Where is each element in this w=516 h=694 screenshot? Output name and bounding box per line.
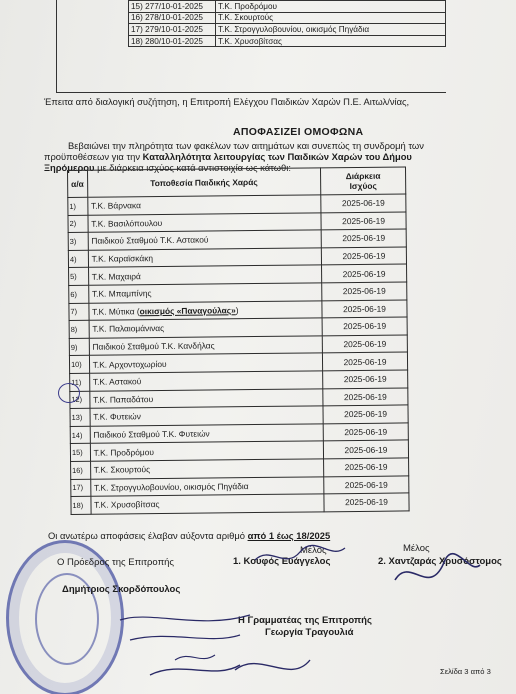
secretary-label: Η Γραμματέας της Επιτροπής [238,615,372,626]
row-place: Τ.Κ. Φυτειών [90,406,324,426]
row-place: Τ.Κ. Καραϊσκάκη [88,248,322,268]
header-validity-1: Διάρκεια [345,170,381,182]
row-num: 16) [71,461,91,479]
row-place: Τ.Κ. Στρογγυλοβουνίου, οικισμός Πηγάδια [90,476,324,496]
row-place: Τ.Κ. Αρχοντοχωρίου [89,353,323,373]
table-bottom-rule [56,92,446,93]
ref-cell: 16) 278/10-01-2025 [129,12,216,24]
row-date: 2025-06-19 [323,440,408,458]
row-date: 2025-06-19 [322,300,407,318]
row-place: Παιδικού Σταθμού Τ.Κ. Αστακού [88,230,322,250]
place-cell: Τ.Κ. Σκουρτούς [216,12,446,24]
member-label-1: Μέλος [300,545,327,556]
row-num: 14) [70,426,90,444]
row-date: 2025-06-19 [323,387,408,405]
row-num: 3) [68,232,88,250]
place-cell: Τ.Κ. Προδρόμου [216,1,446,13]
row-date: 2025-06-19 [321,229,406,247]
playgrounds-table [67,166,410,514]
table-header-row [68,167,406,198]
header-place: Τοποθεσία Παιδικής Χαράς [87,168,321,197]
row-date: 2025-06-19 [322,335,407,353]
row-date: 2025-06-19 [322,317,407,335]
decision-line-3-text: με διάρκεια ισχύος κατά αντιστοιχία ως κάτωθι: [94,162,291,173]
row-place: Τ.Κ. Χρυσοβίτσας [91,494,325,514]
row-date: 2025-06-19 [324,458,409,476]
place-cell: Τ.Κ. Χρυσοβίτσας [216,35,446,47]
decision-line-1: Βεβαιώνει την πληρότητα των φακέλων των αιτημάτων και συνεπώς τη συνδρομή των [68,140,424,151]
secretary-name: Γεωργία Τραγουλιά [265,627,354,638]
row-date: 2025-06-19 [321,247,406,265]
row-date: 2025-06-19 [322,282,407,300]
decision-line-2 [44,151,412,162]
table-row [129,35,446,47]
row-num: 4) [68,250,88,268]
row-place: Τ.Κ. Βάρνακα [87,195,321,215]
numbering-note-text: Οι ανωτέρω αποφάσεις έλαβαν αύξοντα αριθμό [48,530,248,541]
row-num: 9) [69,338,89,356]
header-validity [320,167,405,195]
president-name: Δημήτριος Σκορδόπουλος [62,584,181,595]
table-left-rule [56,0,57,92]
ref-cell: 15) 277/10-01-2025 [129,1,216,13]
handwritten-circle-mark [58,383,80,403]
row-date: 2025-06-19 [323,423,408,441]
row-place: Τ.Κ. Μπαμπίνης [88,283,322,303]
row-place: Τ.Κ. Βασιλόπουλου [88,212,322,232]
member-label-2: Μέλος [403,543,430,554]
row-num: 7) [69,303,89,321]
member-name-1: 1. Κουφός Ευάγγελος [233,556,331,567]
row-place: Τ.Κ. Αστακού [89,371,323,391]
row-place-after: ) [235,305,239,316]
header-num: α/α [68,170,88,197]
president-label: Ο Πρόεδρος της Επιτροπής [57,557,174,568]
numbering-note-range: από 1 έως 18/2025 [247,530,331,541]
table-row [129,1,446,13]
member-name-2: 2. Χαντζαράς Χρυσόστομος [378,556,502,567]
municipality-name: Ξηρόμερου [44,162,95,173]
table-row [71,493,409,514]
row-num: 17) [71,479,91,497]
row-num: 6) [69,285,89,303]
row-date: 2025-06-19 [324,475,409,493]
row-place: Τ.Κ. Παπαδάτου [89,388,323,408]
page-footer: Σελίδα 3 από 3 [440,667,491,676]
row-date: 2025-06-19 [323,370,408,388]
place-cell: Τ.Κ. Στρογγυλοβουνίου, οικισμός Πηγάδια [216,24,446,36]
row-num: 5) [69,268,89,286]
decision-line-2-text: προϋποθέσεων για την [44,151,143,162]
row-date: 2025-06-19 [322,352,407,370]
row-num: 18) [71,496,91,514]
row-date: 2025-06-19 [323,405,408,423]
intro-paragraph: Έπειτα από διαλογική συζήτηση, η Επιτροπή Ελέγχου Παιδικών Χαρών Π.Ε. Αιτωλ/νίας, [44,96,410,107]
decision-line-2-bold: Καταλληλότητα λειτουργίας των Παιδικών Χαρών του Δήμου [142,151,412,162]
decision-heading: ΑΠΟΦΑΣΙΖΕΙ ΟΜΟΦΩΝΑ [233,126,364,138]
ref-cell: 17) 279/10-01-2025 [129,24,216,36]
table-row [129,24,446,36]
row-place: Παιδικού Σταθμού Τ.Κ. Φυτειών [90,424,324,444]
continuation-table [128,0,446,47]
row-place: Τ.Κ. Παλαιομάνινας [89,318,323,338]
row-place: Τ.Κ. Προδρόμου [90,441,324,461]
handwritten-signatures [0,540,516,694]
table-row [129,12,446,24]
row-date: 2025-06-19 [321,212,406,230]
row-num: 13) [70,408,90,426]
ref-cell: 18) 280/10-01-2025 [129,35,216,47]
row-num: 11) [70,373,90,391]
row-num: 15) [70,444,90,462]
row-num: 12) [70,391,90,409]
row-place-text: Τ.Κ. Μύτικα ( [92,306,140,317]
row-num: 1) [68,197,88,215]
row-place: Παιδικού Σταθμού Τ.Κ. Κανδήλας [89,336,323,356]
row-num: 2) [68,215,88,233]
row-place: Τ.Κ. Μαχαιρά [88,265,322,285]
row-date: 2025-06-19 [321,194,406,212]
row-date: 2025-06-19 [322,264,407,282]
row-place-bold: οικισμός «Παναγούλας» [139,305,236,317]
header-validity-2: Ισχύος [349,180,377,192]
row-date: 2025-06-19 [324,493,409,511]
row-num: 8) [69,320,89,338]
row-place: Τ.Κ. Σκουρτούς [90,459,324,479]
row-num: 10) [69,356,89,374]
